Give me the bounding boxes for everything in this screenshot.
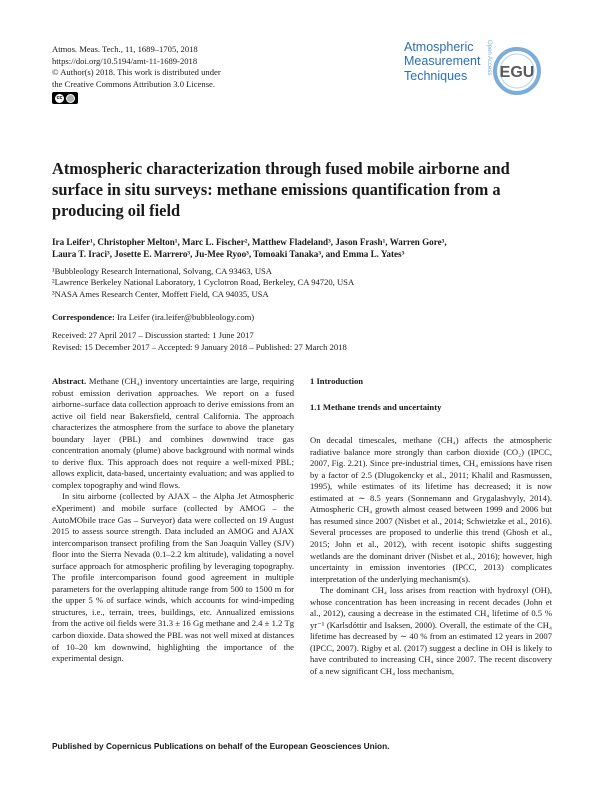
license-line: the Creative Commons Attribution 3.0 License. [52, 78, 216, 89]
authors-line-2: Laura T. Iraci³, Josette E. Marrero³, Ju-Mee Ryoo³, Tomoaki Tanaka³, and Emma L. Yates³ [52, 249, 405, 260]
author-list [52, 236, 552, 260]
affiliation-1: ¹Bubbleology Research International, Solvang, CA 93463, USA [52, 266, 273, 276]
abstract-label: Abstract. [52, 376, 87, 386]
journal-line-3: Techniques [404, 68, 468, 83]
intro-paragraph-1: On decadal timescales, methane (CH₄) affects the atmospheric radiative balance more strongly than carbon dioxide (CO₂) (IPCC, 2007, Fig. 2.21). Since pre-industrial times, CH₄ emissions have risen by a factor of 2.5 (Dlugokencky et al., 2011; Khalil and Rasmussen, 1995), while estimates of its lifetime has decreased; it is now estimated at ∼ 8.5 years (Sonnemann and Grygalashvyly, 2014). Atmospheric CH₄ growth almost ceased between 1999 and 2006 but has resumed since 2007 (Nisbet et al., 2014; Schwietzke et al., 2016). Several processes are proposed to underlie this trend (Ghosh et al., 2015; John et al., 2012), with recent isotopic shifts suggesting wetlands are the dominant driver (Nisbet et al., 2016); however, high uncertainty in emission inventories (IPCC, 2013) complicates interpretation of the underlying mechanism(s). [310, 435, 552, 584]
abstract-column [52, 376, 294, 665]
attribution-icon [66, 94, 75, 103]
correspondence [52, 312, 552, 322]
correspondence-label: Correspondence: [52, 312, 115, 322]
creative-commons-icon: cc [56, 94, 63, 101]
abstract-text-1: Methane (CH₄) inventory uncertainties are large, requiring robust emission derivation approaches. We report on a fused airborne–surface data collection approach to derive emissions from an active oil field near Bakersfield, central California. The approach characterizes the atmosphere from the surface to above the planetary boundary layer (PBL) and combines downwind trace gas concentration anomaly (plume) above background with normal winds to derive flux. This approach does not require a well-mixed PBL; allows explicit, data-based, uncertainty evaluation; and was applied to complex topography and wind flows. [52, 376, 294, 490]
section-1-heading: 1 Introduction [310, 376, 364, 386]
citation-header [52, 44, 312, 90]
published-dates: Revised: 15 December 2017 – Accepted: 9 January 2018 – Published: 27 March 2018 [52, 341, 347, 352]
intro-paragraph-2: The dominant CH₄ loss arises from reaction with hydroxyl (OH), whose concentration has been increasing in recent decades (John et al., 2012), causing a decrease in the estimated CH₄ lifetime of 0.5 % yr⁻¹ (Karlsdóttir and Isaksen, 2000). Overall, the estimate of the CH₄ lifetime has decreased by ∼ 40 % from an estimated 12 years in 2007 (IPCC, 2007). Rigby et al. (2017) suggest a decline in OH is likely to have contributed to increasing CH₄ since 2007. The recent discovery of a new significant CH₄ loss mechanism, [310, 585, 552, 677]
correspondence-value[interactable]: Ira Leifer (ira.leifer@bubbleology.com) [114, 312, 255, 322]
open-access-label: Open Access [486, 40, 492, 76]
paper-title: Atmospheric characterization through fused mobile airborne and surface in situ surveys: methane emissions quantification from a producing oil field [52, 159, 510, 220]
doi-link[interactable]: https://doi.org/10.5194/amt-11-1689-2018 [52, 55, 198, 66]
abstract-paragraph-1 [52, 376, 294, 491]
authors-line-1: Ira Leifer¹, Christopher Melton¹, Marc L. Fischer², Matthew Fladeland³, Jason Frash¹, Warren Gore³, [52, 237, 447, 247]
journal-line-2: Measurement [404, 54, 481, 69]
publisher-footer: Published by Copernicus Publications on behalf of the European Geosciences Union. [52, 741, 390, 751]
abstract-paragraph-2: In situ airborne (collected by AJAX – the Alpha Jet Atmospheric eXperiment) and mobile surface (collected by AMOG – the AutoMObile trace Gas – Surveyor) data were collected on 19 August 2015 to assess source strength. Data included an AMOG and AJAX intercomparison transect profiling from the San Joaquin Valley (SJV) floor into the Sierra Nevada (0.1–2.2 km altitude), validating a novel surface approach for atmospheric profiling by leveraging topography. The profile intercomparison found good agreement in multiple parameters for the overlapping altitude range from 500 to 1500 m for the upper 5 % of surface winds, which accounts for wind-impeding structures, i.e., terrain, trees, buildings, etc. Annualized emissions from the active oil fields were 31.3 ± 16 Gg methane and 2.4 ± 1.2 Tg carbon dioxide. Data showed the PBL was not well mixed at distances of 10–20 km downwind, highlighting the importance of the experimental design. [52, 491, 294, 664]
received-dates: Received: 27 April 2017 – Discussion started: 1 June 2017 [52, 330, 254, 340]
egu-logo-text: EGU [499, 64, 535, 81]
section-1-1-heading: 1.1 Methane trends and uncertainty [310, 401, 442, 412]
cc-by-badge[interactable] [52, 92, 78, 104]
affiliations [52, 266, 552, 300]
introduction-column [310, 376, 552, 678]
copyright-line: © Author(s) 2018. This work is distributed under [52, 67, 221, 78]
egu-logo [488, 46, 546, 96]
affiliation-3: ³NASA Ames Research Center, Moffett Field, CA 94035, USA [52, 288, 269, 299]
history-dates [52, 330, 552, 353]
affiliation-2: ²Lawrence Berkeley National Laboratory, 1 Cyclotron Road, Berkeley, CA 94720, USA [52, 277, 355, 288]
citation: Atmos. Meas. Tech., 11, 1689–1705, 2018 [52, 44, 198, 54]
journal-line-1: Atmospheric [404, 40, 474, 54]
